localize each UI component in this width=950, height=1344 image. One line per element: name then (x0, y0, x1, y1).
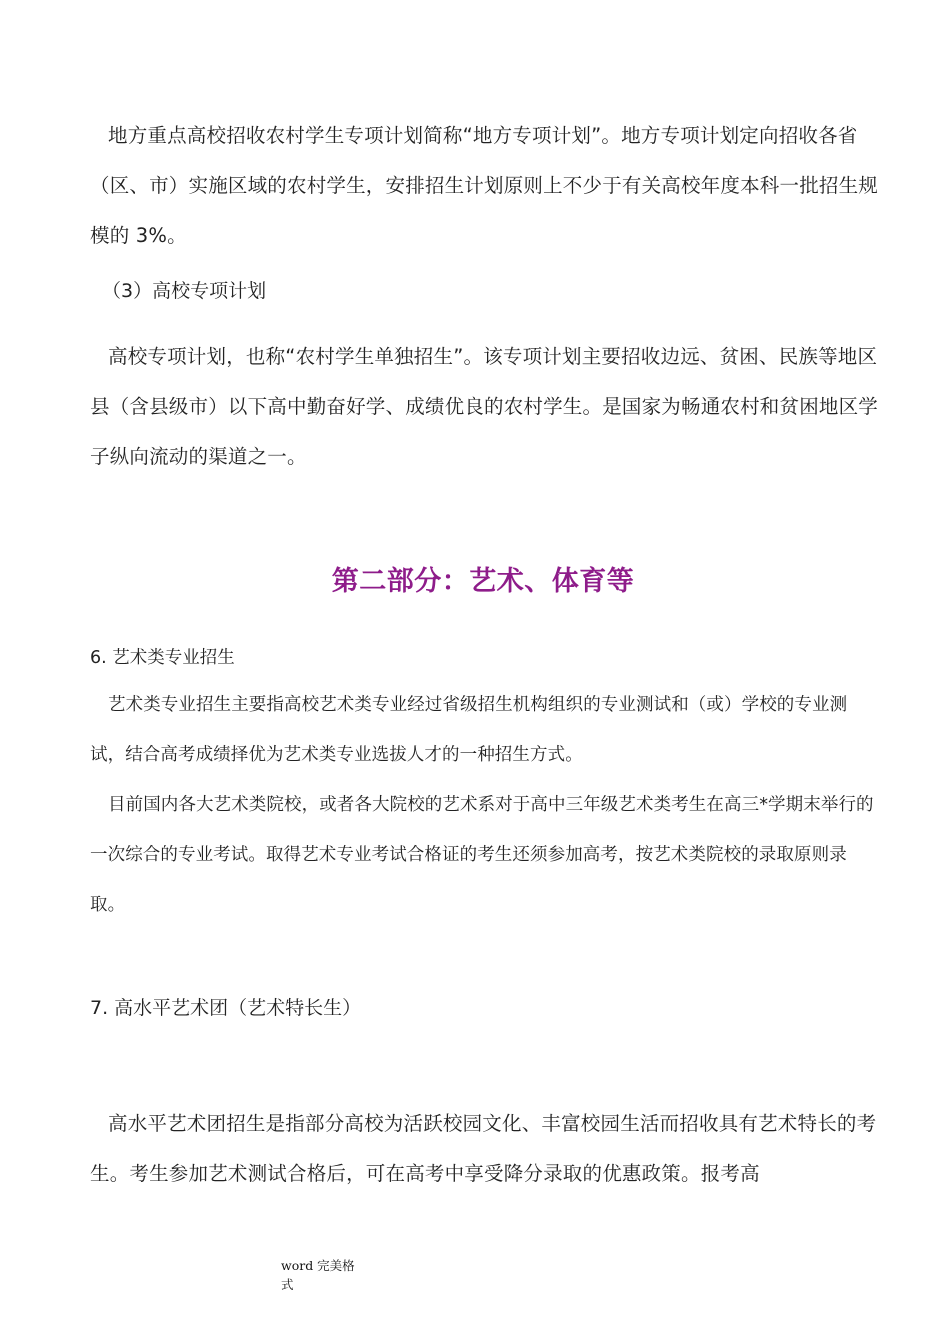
paragraph-art-major-exam: 目前国内各大艺术类院校，或者各大院校的艺术系对于高中三年级艺术类考生在高三*学期末举行的一次综合的专业考试。取得艺术专业考试合格证的考生还须参加高考，按艺术类院校的录取原则录取。 (90, 795, 874, 915)
paragraph-local-special-plan: 地方重点高校招收农村学生专项计划简称“地方专项计划”。地方专项计划定向招收各省（区、市）实施区域的农村学生，安排招生计划原则上不少于有关高校年度本科一批招生规模的 3%。 (90, 124, 879, 247)
paragraph-art-troupe: 高水平艺术团招生是指部分高校为活跃校园文化、丰富校园生活而招收具有艺术特长的考生。考生参加艺术测试合格后，可在高考中享受降分录取的优惠政策。报考高 (90, 1112, 877, 1185)
paragraph-art-major-definition: 艺术类专业招生主要指高校艺术类专业经过省级招生机构组织的专业测试和（或）学校的专业测试，结合高考成绩择优为艺术类专业选拔人才的一种招生方式。 (90, 695, 848, 765)
heading-art-troupe: 7. 高水平艺术团（艺术特长生） (90, 997, 362, 1019)
footer-label: word 完美格式 (281, 1258, 355, 1292)
paragraph-university-special-plan: 高校专项计划，也称“农村学生单独招生”。该专项计划主要招收边远、贫困、民族等地区县（含县级市）以下高中勤奋好学、成绩优良的农村学生。是国家为畅通农村和贫困地区学子纵向流动的渠道之一。 (90, 345, 879, 468)
subheading-university-special-plan: （3）高校专项计划 (102, 280, 267, 302)
heading-art-major-admission: 6. 艺术类专业招生 (90, 648, 235, 668)
section-title: 第二部分：艺术、体育等 (331, 566, 635, 597)
